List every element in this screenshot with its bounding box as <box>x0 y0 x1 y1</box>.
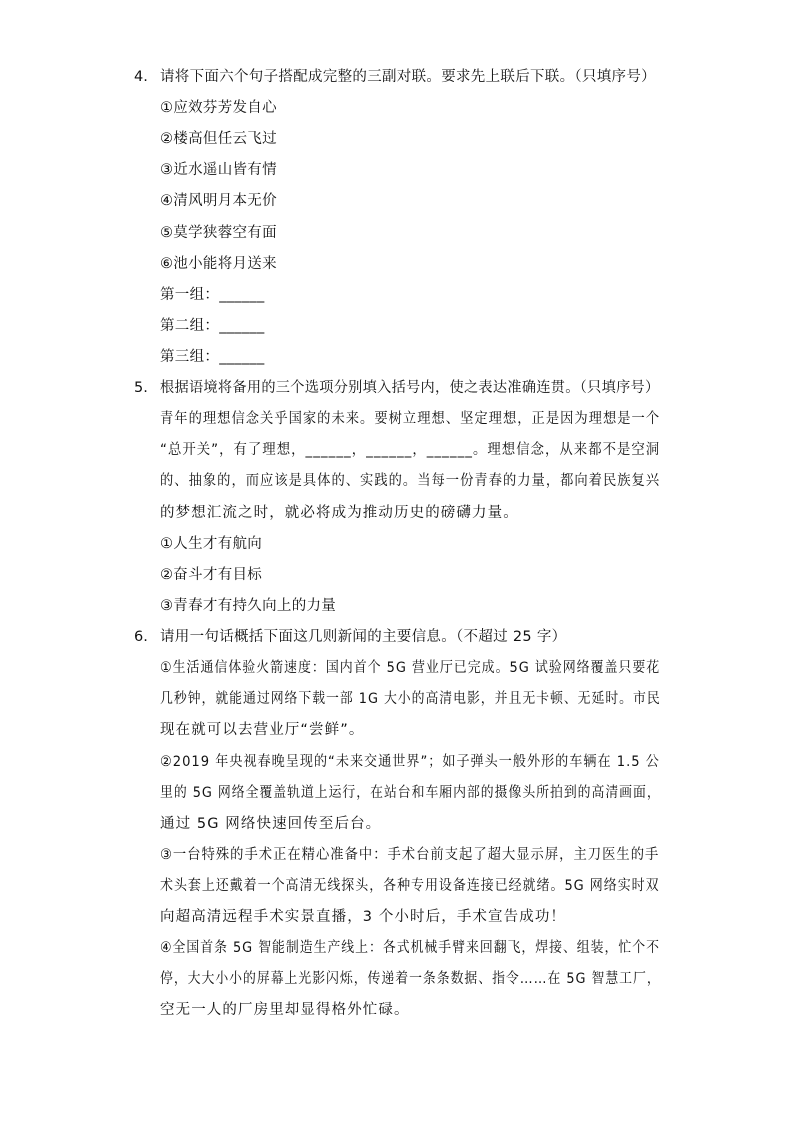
answer-blank-group: 第一组：______ <box>160 287 265 303</box>
passage-line: 的、抽象的，而应该是具体的、实践的。当每一份青春的力量，都向着民族复兴 <box>160 473 661 489</box>
news-line: ④全国首条 5G 智能制造生产线上：各式机械手臂来回翻飞，焊接、组装，忙个不 <box>160 940 660 956</box>
option-line: ①应效芬芳发自心 <box>160 100 277 116</box>
question-prompt: 请将下面六个句子搭配成完整的三副对联。要求先上联后下联。（只填序号） <box>160 69 656 85</box>
option-line: ③青春才有持久向上的力量 <box>160 598 337 614</box>
question-number: 4. <box>134 69 148 85</box>
option-line: ⑥池小能将月送来 <box>160 256 277 272</box>
news-line: 停，大大小小的屏幕上光影闪烁，传递着一条条数据、指令……在 5G 智慧工厂， <box>160 971 661 987</box>
question-number: 6. <box>134 629 148 645</box>
news-line: 里的 5G 网络全覆盖轨道上运行，在站台和车厢内部的摄像头所拍到的高清画面， <box>160 785 661 801</box>
news-line: 术头套上还戴着一个高清无线探头，各种专用设备连接已经就绪。5G 网络实时双 <box>160 878 660 894</box>
passage-line: 青年的理想信念关乎国家的未来。要树立理想、坚定理想，正是因为理想是一个 <box>160 411 661 427</box>
passage-line: 的梦想汇流之时，就必将成为推动历史的磅礴力量。 <box>160 505 519 521</box>
option-line: ④清风明月本无价 <box>160 193 277 209</box>
option-line: ②楼高但任云飞过 <box>160 131 277 147</box>
news-line: 向超高清远程手术实景直播，3 个小时后，手术宣告成功！ <box>160 909 567 925</box>
option-line: ⑤莫学狭蓉空有面 <box>160 225 277 241</box>
news-line: 现在就可以去营业厅“尝鲜”。 <box>160 722 365 738</box>
news-line: ③一台特殊的手术正在精心准备中：手术台前支起了超大显示屏，主刀医生的手 <box>160 847 660 863</box>
news-line: 通过 5G 网络快速回传至后台。 <box>160 816 382 832</box>
option-line: ③近水遥山皆有情 <box>160 162 277 178</box>
news-line: ②2019 年央视春晚呈现的“未来交通世界”；如子弹头一般外形的车辆在 1.5 公 <box>160 754 660 770</box>
news-line: 几秒钟，就能通过网络下载一部 1G 大小的高清电影，并且无卡顿、无延时。市民 <box>160 691 661 707</box>
question-prompt: 请用一句话概括下面这几则新闻的主要信息。（不超过 25 字） <box>160 629 567 645</box>
option-line: ②奋斗才有目标 <box>160 567 263 583</box>
answer-blank-group: 第二组：______ <box>160 318 265 334</box>
question-prompt: 根据语境将备用的三个选项分别填入括号内，使之表达准确连贯。（只填序号） <box>160 380 660 396</box>
option-line: ①人生才有航向 <box>160 536 263 552</box>
news-line: ①生活通信体验火箭速度：国内首个 5G 营业厅已完成。5G 试验网络覆盖只要花 <box>160 660 661 676</box>
answer-blank-group: 第三组：______ <box>160 349 265 365</box>
question-number: 5. <box>134 380 148 396</box>
news-line: 空无一人的厂房里却显得格外忙碌。 <box>160 1002 410 1018</box>
passage-line: “总开关”，有了理想，______，______，______。理想信念，从来都不是空洞 <box>160 442 661 458</box>
